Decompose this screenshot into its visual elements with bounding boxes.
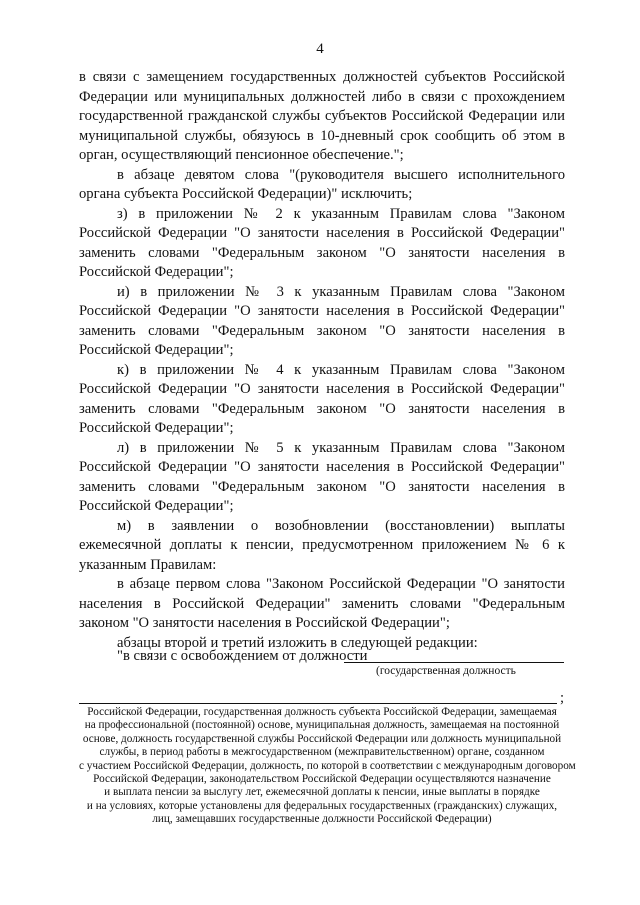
blank-caption: (государственная должность [376, 665, 516, 677]
paragraph-3: з) в приложении № 2 к указанным Правилам слова "Законом Российской Федерации "О занятости населения в Российской Федерации" заменить словами "Федеральным законом "О занятости населения в Российской Федерации"; [79, 205, 565, 280]
footnote-line: и выплата пенсии за выслугу лет, ежемесячной доплаты к пенсии, иные выплаты в порядке [104, 786, 540, 799]
footnote-line: основе, должность государственной службы Российской Федерации или должность муниципальной [82, 732, 562, 745]
footnote-line: и на условиях, которые установлены для федеральных государственных (гражданских) служащих, [86, 799, 558, 812]
paragraph-1: в связи с замещением государственных должностей субъектов Российской Федерации или муниципальных должностей либо в связи с прохождением государственной гражданской службы субъектов Российской Федерации или муниципальной службы, обязуюсь в 10-дневный срок сообщить об этом в орган, осуществляющий пенсионное обеспечение."; [79, 69, 565, 163]
paragraph-6: л) в приложении № 5 к указанным Правилам слова "Законом Российской Федерации "О занятости населения в Российской Федерации" заменить словами "Федеральным законом "О занятости населения в Российской Федерации"; [79, 439, 565, 514]
footnote-line: Российской Федерации, государственная должность субъекта Российской Федерации, замещаемая [87, 706, 557, 718]
line-end-semicolon: ; [560, 690, 565, 706]
footnote-block [79, 706, 576, 827]
fill-in-long-line [79, 703, 557, 704]
paragraph-5: к) в приложении № 4 к указанным Правилам слова "Законом Российской Федерации "О занятости населения в Российской Федерации" заменить словами "Федеральным законом "О занятости населения в Российской Федерации"; [79, 361, 565, 436]
paragraph-4: и) в приложении № 3 к указанным Правилам слова "Законом Российской Федерации "О занятости населения в Российской Федерации" заменить словами "Федеральным законом "О занятости населения в Российской Федерации"; [79, 283, 565, 358]
quote-start-text: "в связи с освобождением от должности [117, 648, 368, 664]
paragraph-7: м) в заявлении о возобновлении (восстановлении) выплаты ежемесячной доплаты к пенсии, предусмотренном приложением № 6 к указанным Правилам: [79, 517, 565, 573]
paragraph-9: абзацы второй и третий изложить в следующей редакции: [117, 634, 478, 651]
footnote-line: службы, в период работы в межгосударственном (межправительственном) органе, созданном [99, 746, 545, 759]
footnote-line: на профессиональной (постоянной) основе, муниципальная должность, замещаемая на постоянной [84, 719, 560, 732]
footnote-line: лиц, замещавших государственные должности Российской Федерации) [152, 813, 492, 826]
footnote-line: с участием Российской Федерации, должность, по которой в соответствии с международным договором [79, 759, 576, 772]
fill-in-blank-line [344, 662, 564, 663]
body-text [79, 68, 565, 653]
page-number: 4 [316, 41, 324, 57]
paragraph-2: в абзаце девятом слова "(руководителя высшего исполнительного органа субъекта Российской Федерации)" исключить; [79, 166, 565, 202]
footnote-line: Российской Федерации, законодательством Российской Федерации осуществляются назначение [93, 773, 551, 786]
paragraph-8: в абзаце первом слова "Законом Российской Федерации "О занятости населения в Российской Федерации" заменить словами "Федеральным законом "О занятости населения в Российской Федерации"; [79, 576, 565, 631]
